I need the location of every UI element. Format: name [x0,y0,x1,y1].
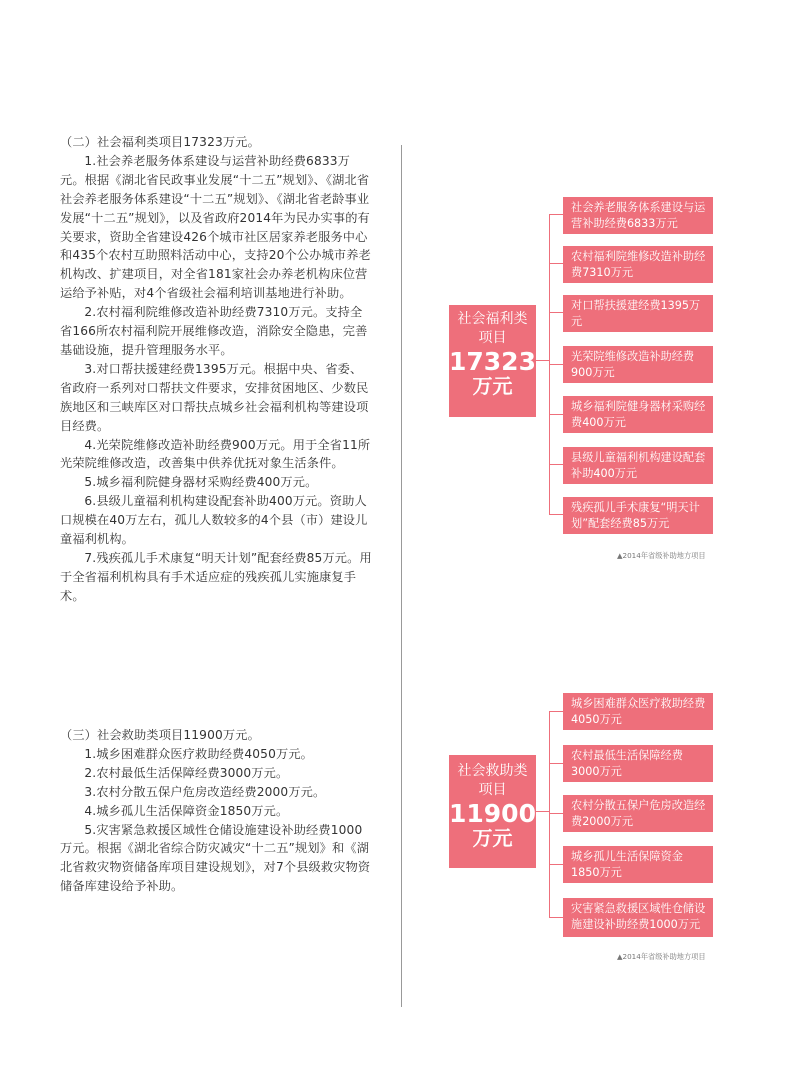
connector-stem [536,360,550,361]
welfare-box-5: 城乡福利院健身器材采购经费400万元 [563,396,713,433]
welfare-box-3: 对口帮扶援建经费1395万元 [563,295,713,332]
hub-subtitle: 项目 [478,330,507,346]
welfare-heading: （二）社会福利类项目17323万元。 [60,135,260,149]
hub-number: 11900 [449,799,536,828]
relief-box-4: 城乡孤儿生活保障资金1850万元 [563,846,713,883]
relief-item-4: 4.城乡孤儿生活保障资金1850万元。 [84,803,289,818]
welfare-item-6: 6.县级儿童福利机构建设配套补助400万元。资助人口规模在40万左右，孤儿人数较多的4个县（市）建设儿童福利机构。 [60,494,368,547]
connector-branch [549,763,563,764]
connector-branch [549,312,563,313]
relief-item-1: 1.城乡困难群众医疗救助经费4050万元。 [84,746,313,761]
welfare-item-1: 1.社会养老服务体系建设与运营补助经费6833万元。根据《湖北省民政事业发展“十二五”规划》、《湖北省社会养老服务体系建设“十二五”规划》、《湖北省老龄事业发展“十二五”规划》，以及省政府2014年为民办实事的有关要求，资助全省建设426个城市社区居家养老服务中心和435个农村互助照料活动中心，支持20个公办城市养老机构改、扩建项目，对全省181家社会办养老机构床位营运给予补贴，对4个省级社会福利培训基地进行补助。 [60,153,371,301]
relief-box-5: 灾害紧急救援区域性仓储设施建设补助经费1000万元 [563,898,713,937]
welfare-box-2: 农村福利院维修改造补助经费7310万元 [563,246,713,283]
welfare-caption: ▲2014年省级补助地方项目 [617,551,706,560]
connector-branch [549,813,563,814]
relief-section [60,726,372,896]
hub-subtitle: 项目 [478,782,507,798]
welfare-box-1: 社会养老服务体系建设与运营补助经费6833万元 [563,197,713,234]
column-divider [401,145,402,1007]
connector-stem [536,811,550,812]
connector-branch [549,514,563,515]
relief-item-2: 2.农村最低生活保障经费3000万元。 [84,765,289,780]
welfare-item-7: 7.残疾孤儿手术康复“明天计划”配套经费85万元。用于全省福利机构具有手术适应症的残疾孤儿实施康复手术。 [60,550,372,603]
connector-branch [549,414,563,415]
relief-box-3: 农村分散五保户危房改造经费2000万元 [563,795,713,832]
relief-item-3: 3.农村分散五保户危房改造经费2000万元。 [84,784,326,799]
connector-trunk [549,711,550,917]
hub-number: 17323 [449,347,536,376]
connector-branch [549,364,563,365]
welfare-item-2: 2.农村福利院维修改造补助经费7310万元。支持全省166所农村福利院开展维修改造，消除安全隐患，完善基础设施，提升管理服务水平。 [60,305,368,357]
connector-branch [549,263,563,264]
welfare-box-7: 残疾孤儿手术康复“明天计划”配套经费85万元 [563,497,713,534]
welfare-section [60,133,372,606]
relief-box-2: 农村最低生活保障经费3000万元 [563,745,713,782]
welfare-box-4: 光荣院维修改造补助经费900万元 [563,346,713,383]
hub-title: 社会福利类 [457,311,528,327]
relief-caption: ▲2014年省级补助地方项目 [617,952,706,961]
connector-branch [549,864,563,865]
relief-box-1: 城乡困难群众医疗救助经费4050万元 [563,693,713,730]
welfare-item-3: 3.对口帮扶援建经费1395万元。根据中央、省委、省政府一系列对口帮扶文件要求，安排贫困地区、少数民族地区和三峡库区对口帮扶点城乡社会福利机构等建设项目经费。 [60,361,369,433]
hub-title: 社会救助类 [457,763,528,779]
welfare-item-5: 5.城乡福利院健身器材采购经费400万元。 [84,475,318,490]
hub-unit: 万元 [472,374,513,398]
relief-hub [449,755,536,868]
connector-branch [549,917,563,918]
connector-branch [549,214,563,215]
welfare-box-6: 县级儿童福利机构建设配套补助400万元 [563,447,713,484]
relief-heading: （三）社会救助类项目11900万元。 [60,728,260,742]
hub-unit: 万元 [472,826,513,850]
welfare-hub [449,305,536,417]
welfare-item-4: 4.光荣院维修改造补助经费900万元。用于全省11所光荣院维修改造，改善集中供养优抚对象生活条件。 [60,437,371,471]
relief-item-5: 5.灾害紧急救援区域性仓储设施建设补助经费1000万元。根据《湖北省综合防灾减灾“十二五”规划》和《湖北省救灾物资储备库项目建设规划》，对7个县级救灾物资储备库建设给予补助。 [60,822,371,894]
connector-branch [549,711,563,712]
connector-branch [549,464,563,465]
